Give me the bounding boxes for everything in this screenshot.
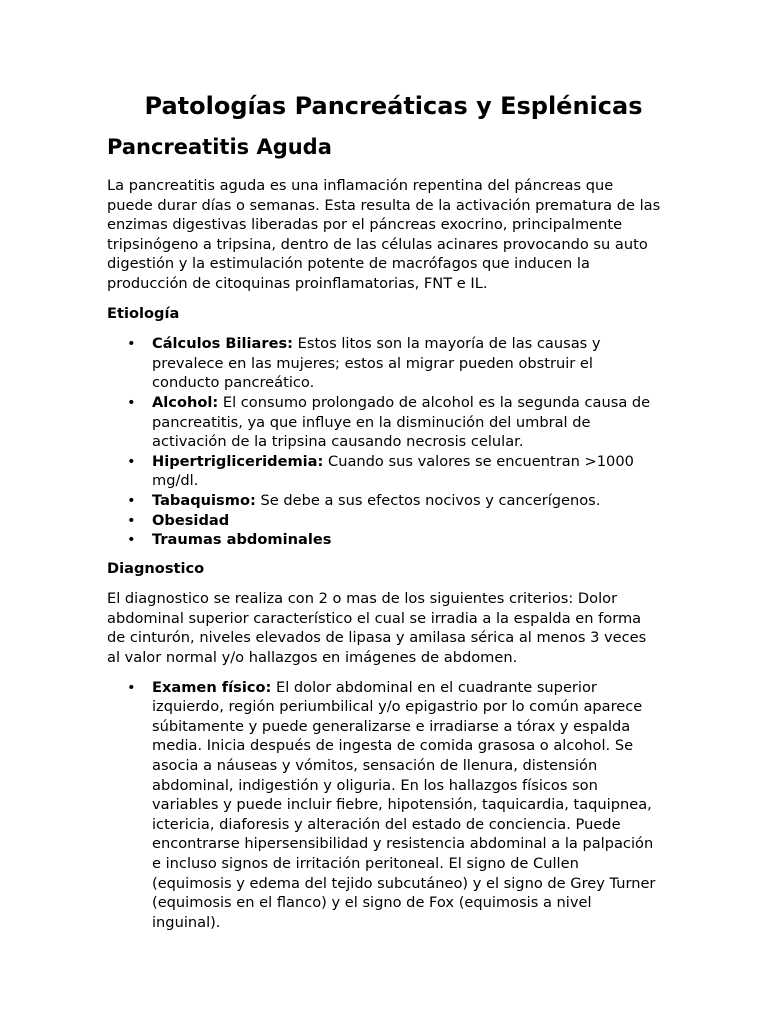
bullet-icon: • [127, 452, 136, 470]
list-item-text: Se debe a sus efectos nocivos y cancerígenos. [255, 491, 601, 509]
diagnostico-list [107, 678, 662, 933]
intro-paragraph: La pancreatitis aguda es una inflamación repentina del páncreas que puede durar días o semanas. Esta resulta de la activación prematura de las enzimas digestivas liberadas por el páncreas exocrino, principalmente tripsinógeno a tripsina, dentro de las células acinares provocando su auto digestión y la estimulación potente de macrófagos que inducen la producción de citoquinas proinflamatorias, FNT e IL. [107, 177, 661, 292]
page-title: Patologías Pancreáticas y Esplénicas [144, 92, 643, 120]
list-item [107, 511, 662, 531]
list-item-text: Estos litos son la mayoría de las causas y prevalece en las mujeres; estos al migrar pueden obstruir el conducto pancreático. [152, 335, 601, 392]
list-item-text: Cuando sus valores se encuentran >1000 mg/dl. [152, 452, 634, 490]
list-item-term: Tabaquismo: [152, 491, 256, 509]
list-item-term: Cálculos Biliares: [152, 335, 293, 353]
document-page [107, 90, 662, 932]
section-heading: Pancreatitis Aguda [107, 135, 332, 159]
list-item-term: Alcohol: [152, 393, 219, 411]
list-item-text: El dolor abdominal en el cuadrante superior izquierdo, región periumbilical y/o epigastrio por lo común aparece súbitamente y puede generalizarse e irradiarse a tórax y espalda media. Inicia después de ingesta de comida grasosa o alcohol. Se asocia a náuseas y vómitos, sensación de llenura, distensión abdominal, indigestión y oliguria. En los hallazgos físicos son variables y puede incluir fiebre, hipotensión, taquicardia, taquipnea, ictericia, diaforesis y alteración del estado de conciencia. Puede encontrarse hipersensibilidad y resistencia abdominal a la palpación e incluso signos de irritación peritoneal. El signo de Cullen (equimosis y edema del tejido subcutáneo) y el signo de Grey Turner (equimosis en el flanco) y el signo de Fox (equimosis a nivel inguinal). [152, 678, 656, 931]
bullet-icon: • [127, 491, 136, 509]
list-item [107, 678, 662, 933]
diagnostico-heading: Diagnostico [107, 559, 205, 577]
bullet-icon: • [127, 335, 136, 353]
list-item [107, 452, 662, 491]
list-item [107, 491, 662, 511]
bullet-icon: • [127, 393, 136, 411]
bullet-icon: • [127, 511, 136, 529]
list-item-text: El consumo prolongado de alcohol es la segunda causa de pancreatitis, ya que influye en la disminución del umbral de activación de la tripsina causando necrosis celular. [152, 393, 651, 451]
etiologia-list [107, 334, 662, 550]
bullet-icon: • [127, 678, 136, 696]
list-item [107, 334, 662, 393]
list-item [107, 530, 662, 550]
list-item-term: Obesidad [152, 511, 230, 529]
list-item-term: Examen físico: [152, 678, 272, 696]
list-item [107, 393, 662, 452]
diagnostico-paragraph: El diagnostico se realiza con 2 o mas de los siguientes criterios: Dolor abdominal superior característico el cual se irradia a la espalda en forma de cinturón, niveles elevados de lipasa y amilasa sérica al menos 3 veces al valor normal y/o hallazgos en imágenes de abdomen. [107, 590, 647, 667]
list-item-term: Traumas abdominales [152, 531, 332, 549]
bullet-icon: • [127, 531, 136, 549]
list-item-term: Hipertrigliceridemia: [152, 452, 324, 470]
etiologia-heading: Etiología [107, 304, 180, 322]
